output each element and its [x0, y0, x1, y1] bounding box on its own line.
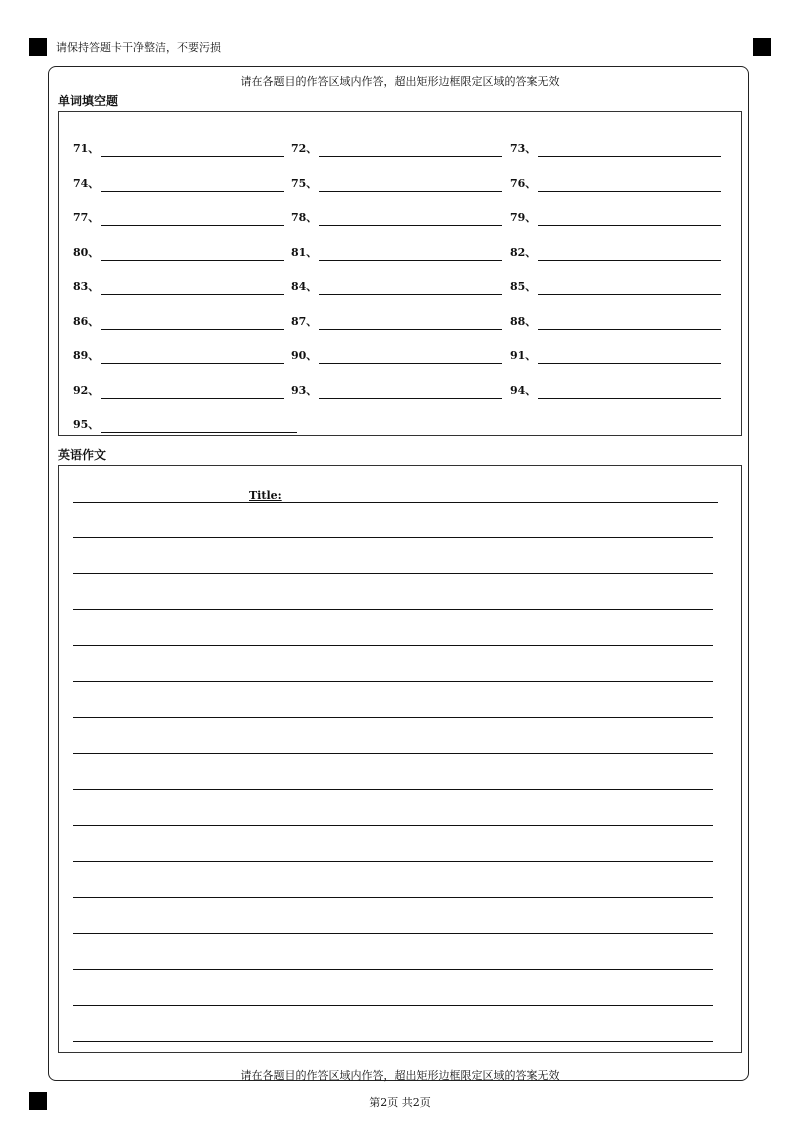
essay-writing-line[interactable] — [73, 573, 713, 574]
answer-blank-line[interactable] — [538, 351, 721, 364]
cleanliness-note: 请保持答题卡干净整洁，不要污损 — [56, 41, 221, 54]
essay-writing-line[interactable] — [73, 897, 713, 898]
blank-number: 78、 — [291, 211, 318, 224]
blank-number: 77、 — [73, 211, 100, 224]
blank-number: 79、 — [510, 211, 537, 224]
word-blank-item[interactable] — [73, 382, 284, 399]
blank-number: 90、 — [291, 349, 318, 362]
essay-box — [58, 465, 742, 1053]
word-blank-item[interactable] — [73, 313, 284, 330]
essay-title: 英语作文 — [58, 448, 107, 462]
answer-blank-line[interactable] — [101, 386, 284, 399]
answer-blank-line[interactable] — [319, 282, 502, 295]
answer-blank-line[interactable] — [101, 213, 284, 226]
essay-writing-line[interactable] — [73, 933, 713, 934]
essay-writing-line[interactable] — [73, 1005, 713, 1006]
answer-blank-line[interactable] — [538, 386, 721, 399]
blank-number: 87、 — [291, 314, 318, 328]
word-blank-item[interactable] — [510, 278, 721, 295]
answer-blank-line[interactable] — [101, 248, 284, 261]
word-blank-item[interactable] — [510, 175, 721, 192]
word-blank-item[interactable] — [291, 244, 502, 261]
blank-number: 82、 — [510, 245, 537, 259]
blank-number: 85、 — [510, 280, 537, 293]
blank-number: 74、 — [73, 176, 100, 190]
essay-writing-line[interactable] — [73, 789, 713, 790]
blank-number: 92、 — [73, 383, 100, 397]
answer-blank-line[interactable] — [319, 179, 502, 192]
answer-blank-line[interactable] — [101, 179, 284, 192]
page-number: 第2页 共2页 — [369, 1096, 431, 1109]
word-blank-item[interactable] — [73, 278, 284, 295]
blank-number: 94、 — [510, 383, 537, 397]
answer-blank-line[interactable] — [319, 386, 502, 399]
word-blank-item[interactable] — [73, 244, 284, 261]
blank-number: 88、 — [510, 314, 537, 328]
answer-blank-line[interactable] — [101, 351, 284, 364]
answer-blank-line[interactable] — [538, 282, 721, 295]
answer-blank-line[interactable] — [319, 317, 502, 330]
blank-number: 73、 — [510, 142, 537, 155]
answer-blank-line[interactable] — [101, 144, 284, 157]
blank-number: 76、 — [510, 176, 537, 190]
blank-number: 80、 — [73, 245, 100, 259]
word-blank-item[interactable] — [510, 347, 721, 364]
word-fill-box — [58, 111, 742, 436]
blank-number: 83、 — [73, 280, 100, 293]
essay-title-label: Title: — [249, 489, 282, 502]
word-blank-item[interactable] — [73, 416, 297, 433]
blank-number: 93、 — [291, 383, 318, 397]
word-blank-item[interactable] — [291, 347, 502, 364]
area-notice-top: 请在各题目的作答区域内作答，超出矩形边框限定区域的答案无效 — [240, 75, 560, 88]
word-blank-item[interactable] — [291, 140, 502, 157]
blank-number: 95、 — [73, 418, 100, 431]
essay-writing-line[interactable] — [73, 969, 713, 970]
essay-writing-line[interactable] — [73, 861, 713, 862]
answer-blank-line[interactable] — [319, 351, 502, 364]
alignment-marker-top-left — [29, 38, 47, 56]
blank-number: 72、 — [291, 142, 318, 155]
answer-blank-line[interactable] — [538, 213, 721, 226]
essay-writing-line[interactable] — [73, 825, 713, 826]
word-fill-title: 单词填空题 — [58, 94, 119, 108]
answer-blank-line[interactable] — [538, 144, 721, 157]
blank-number: 89、 — [73, 349, 100, 362]
blank-number: 86、 — [73, 314, 100, 328]
blank-number: 71、 — [73, 142, 100, 155]
area-notice-bottom: 请在各题目的作答区域内作答，超出矩形边框限定区域的答案无效 — [240, 1069, 560, 1082]
word-blank-item[interactable] — [291, 382, 502, 399]
word-blank-item[interactable] — [510, 244, 721, 261]
answer-blank-line[interactable] — [101, 282, 284, 295]
essay-title-line[interactable] — [73, 488, 718, 503]
answer-blank-line[interactable] — [538, 317, 721, 330]
essay-writing-line[interactable] — [73, 645, 713, 646]
answer-blank-line[interactable] — [101, 317, 284, 330]
alignment-marker-top-right — [753, 38, 771, 56]
answer-blank-line[interactable] — [538, 179, 721, 192]
blank-number: 91、 — [510, 349, 537, 362]
blank-number: 84、 — [291, 280, 318, 293]
answer-blank-line[interactable] — [319, 213, 502, 226]
essay-writing-line[interactable] — [73, 1041, 713, 1042]
answer-blank-line[interactable] — [319, 144, 502, 157]
word-blank-item[interactable] — [510, 313, 721, 330]
essay-writing-line[interactable] — [73, 753, 713, 754]
word-blank-item[interactable] — [73, 175, 284, 192]
word-blank-item[interactable] — [73, 347, 284, 364]
answer-blank-line[interactable] — [101, 420, 297, 433]
answer-blank-line[interactable] — [319, 248, 502, 261]
word-blank-item[interactable] — [291, 313, 502, 330]
word-blank-item[interactable] — [510, 209, 721, 226]
word-blank-item[interactable] — [291, 278, 502, 295]
word-blank-item[interactable] — [291, 175, 502, 192]
word-blank-item[interactable] — [510, 382, 721, 399]
essay-writing-line[interactable] — [73, 609, 713, 610]
word-blank-item[interactable] — [73, 209, 284, 226]
word-blank-item[interactable] — [73, 140, 284, 157]
answer-blank-line[interactable] — [538, 248, 721, 261]
word-blank-item[interactable] — [510, 140, 721, 157]
essay-writing-line[interactable] — [73, 681, 713, 682]
essay-writing-line[interactable] — [73, 717, 713, 718]
blank-number: 81、 — [291, 245, 318, 259]
word-blank-item[interactable] — [291, 209, 502, 226]
essay-writing-line[interactable] — [73, 537, 713, 538]
blank-number: 75、 — [291, 176, 318, 190]
